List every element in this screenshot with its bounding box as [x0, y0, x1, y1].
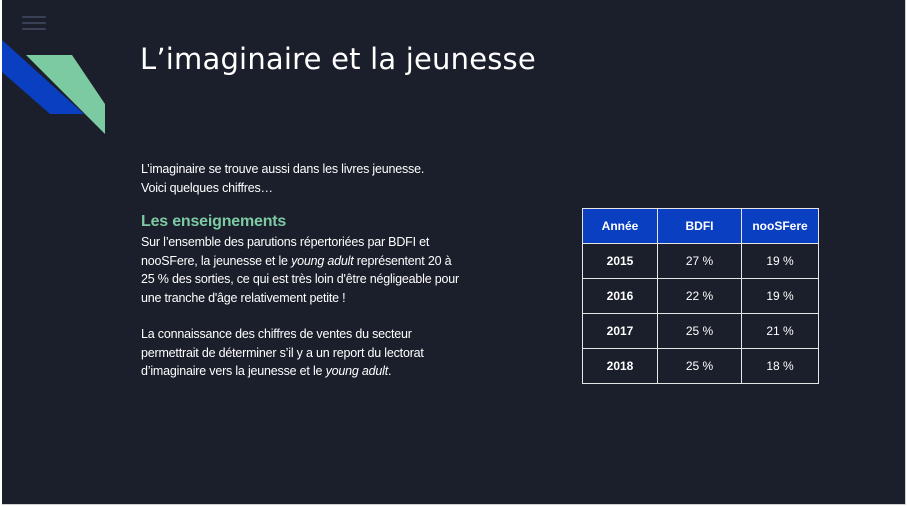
paragraph-findings-emphasis: young adult: [291, 253, 354, 268]
paragraph-findings: [141, 233, 461, 307]
paragraph-sales-emphasis: young adult: [325, 364, 389, 378]
cell-noosfere: 19 %: [742, 244, 819, 279]
intro-text: [141, 160, 461, 197]
table-header-row: [583, 209, 819, 244]
paragraph-sales-part-2: .: [388, 364, 392, 378]
intro-line-1: L’imaginaire se trouve aussi dans les livres jeunesse.: [141, 162, 425, 176]
cell-bdfi: 27 %: [658, 244, 742, 279]
stats-table: [582, 208, 819, 384]
section-heading: Les enseignements: [141, 213, 287, 230]
cell-year: 2016: [583, 279, 658, 314]
corner-decoration-shape: [2, 0, 112, 140]
header-annee: Année: [583, 209, 658, 244]
cell-noosfere: 18 %: [742, 349, 819, 384]
slide-title: L’imaginaire et la jeunesse: [140, 42, 536, 76]
slide: [2, 0, 906, 505]
cell-noosfere: 21 %: [742, 314, 819, 349]
table-row: [583, 244, 819, 279]
cell-year: 2018: [583, 349, 658, 384]
table-row: [583, 314, 819, 349]
cell-year: 2017: [583, 314, 658, 349]
cell-bdfi: 25 %: [658, 349, 742, 384]
paragraph-sales: [141, 325, 461, 381]
header-noosfere: nooSFere: [742, 209, 819, 244]
slide-body: [141, 160, 461, 381]
cell-bdfi: 25 %: [658, 314, 742, 349]
stats-table-container: [582, 208, 819, 384]
table-row: [583, 279, 819, 314]
paragraph-findings-part-2: représentent 20 à 25 % des sorties, ce qui est très loin d'être négligeable pour une tranche d'âge relativement petite !: [141, 253, 459, 305]
intro-line-2: Voici quelques chiffres…: [141, 180, 273, 195]
table-row: [583, 349, 819, 384]
cell-year: 2015: [583, 244, 658, 279]
paragraph-sales-part-1: La connaissance des chiffres de ventes du secteur permettrait de déterminer s’il y a un report du lectorat d’imaginaire vers la jeunesse et le: [141, 327, 424, 378]
paragraph-findings-part-1: Sur l’ensemble des parutions répertoriées par BDFI et nooSFere, la jeunesse et le: [141, 235, 430, 268]
header-bdfi: BDFI: [658, 209, 742, 244]
cell-noosfere: 19 %: [742, 279, 819, 314]
cell-bdfi: 22 %: [658, 279, 742, 314]
